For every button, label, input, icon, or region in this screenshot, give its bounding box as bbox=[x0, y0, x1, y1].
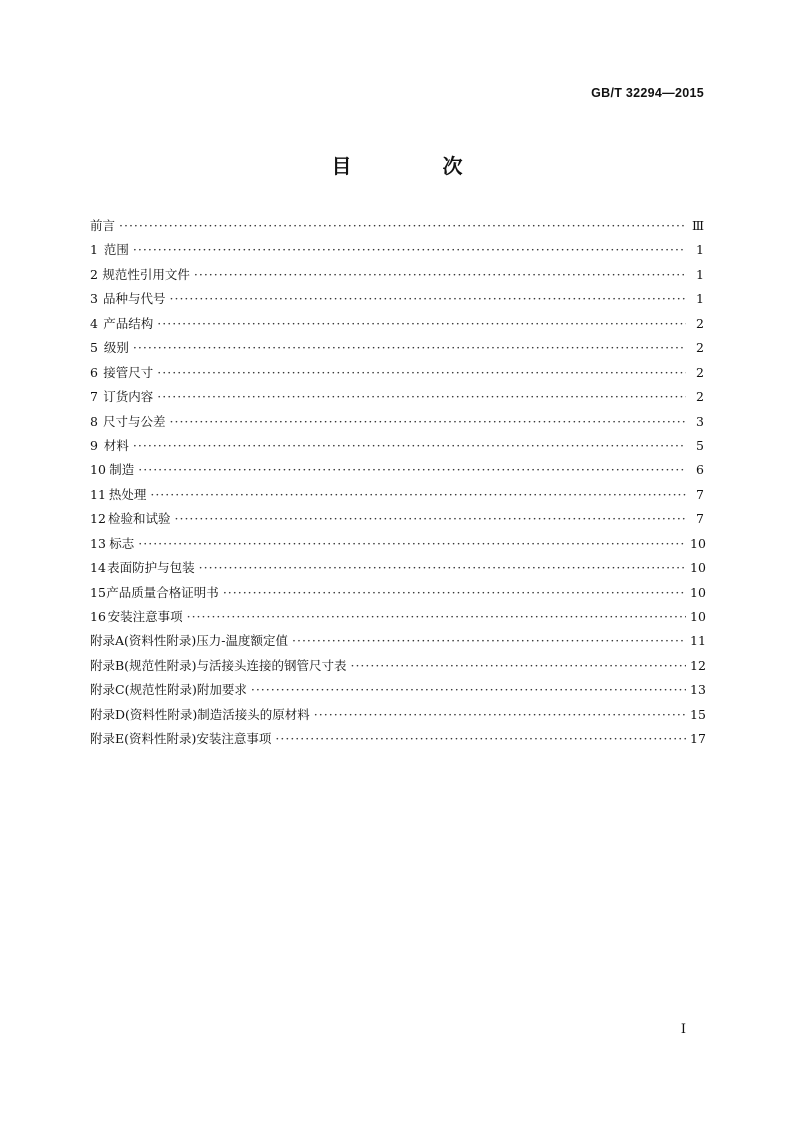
toc-page: 7 bbox=[696, 511, 704, 527]
toc-leader bbox=[187, 609, 686, 624]
toc-row[interactable] bbox=[90, 338, 704, 362]
toc-leader bbox=[175, 511, 686, 526]
toc-leader bbox=[138, 462, 686, 477]
toc-number: 3 bbox=[90, 291, 98, 307]
toc-row[interactable] bbox=[90, 216, 704, 240]
toc-title: 前言 bbox=[90, 218, 116, 233]
toc-row[interactable] bbox=[90, 656, 704, 680]
toc-leader bbox=[350, 658, 686, 673]
toc-title: 安装注意事项 bbox=[107, 609, 183, 624]
toc-page: 15 bbox=[690, 706, 706, 722]
toc-title: 规范性引用文件 bbox=[102, 266, 190, 282]
toc-row[interactable] bbox=[90, 729, 704, 753]
toc-appendix-label: 附录E(资料性附录) bbox=[90, 731, 197, 747]
toc-title: 检验和试验 bbox=[108, 511, 171, 527]
toc-number: 16 bbox=[90, 609, 106, 624]
toc-title: 品种与代号 bbox=[102, 291, 166, 307]
toc-title: 产品质量合格证明书 bbox=[106, 584, 219, 600]
toc-title: 范围 bbox=[103, 242, 129, 258]
toc-row[interactable] bbox=[90, 509, 704, 533]
toc-leader bbox=[150, 487, 686, 502]
toc-row[interactable] bbox=[90, 680, 704, 704]
toc-row[interactable] bbox=[90, 314, 704, 338]
toc-number: 13 bbox=[90, 535, 106, 551]
toc-page: 5 bbox=[696, 437, 704, 453]
toc-page: 10 bbox=[690, 584, 706, 600]
toc-row[interactable] bbox=[90, 631, 704, 655]
toc-leader bbox=[292, 633, 686, 648]
toc-page: 1 bbox=[696, 242, 704, 258]
toc-page: Ⅲ bbox=[691, 218, 704, 233]
toc-row[interactable] bbox=[90, 705, 704, 729]
page-title: 目 次 bbox=[331, 154, 505, 178]
toc-page: 1 bbox=[696, 266, 704, 282]
toc-number: 7 bbox=[90, 389, 98, 405]
toc-leader bbox=[133, 242, 686, 257]
toc-title: 尺寸与公差 bbox=[102, 413, 166, 429]
toc-row[interactable] bbox=[90, 558, 704, 582]
toc-page: 2 bbox=[696, 315, 704, 331]
toc-title: 表面防护与包装 bbox=[107, 560, 195, 576]
toc-number: 9 bbox=[90, 437, 98, 453]
toc-row[interactable] bbox=[90, 534, 704, 558]
toc-number: 14 bbox=[90, 560, 106, 576]
toc-leader bbox=[138, 536, 686, 551]
toc-page: 7 bbox=[696, 486, 704, 502]
toc-number: 10 bbox=[90, 462, 106, 478]
toc-row[interactable] bbox=[90, 485, 704, 509]
toc-title: 级别 bbox=[103, 340, 129, 356]
toc-title: 标志 bbox=[109, 535, 135, 551]
toc-page: 6 bbox=[696, 462, 704, 478]
toc-leader bbox=[157, 316, 686, 331]
toc-title: 压力-温度额定值 bbox=[196, 633, 289, 649]
toc-page: 10 bbox=[690, 609, 706, 624]
toc-row[interactable] bbox=[90, 240, 704, 264]
toc-page: 11 bbox=[690, 633, 706, 649]
toc-appendix-label: 附录D(资料性附录) bbox=[90, 706, 198, 722]
toc-title: 与活接头连接的钢管尺寸表 bbox=[196, 657, 347, 673]
standard-code: GB/T 32294—2015 bbox=[591, 86, 704, 100]
toc-leader bbox=[157, 365, 686, 380]
toc-number: 5 bbox=[90, 340, 98, 356]
toc-leader bbox=[157, 389, 686, 404]
toc-leader bbox=[275, 731, 686, 746]
toc-title: 安装注意事项 bbox=[196, 731, 272, 747]
toc-row[interactable] bbox=[90, 460, 704, 484]
toc-number: 2 bbox=[90, 266, 98, 282]
toc-title: 制造活接头的原材料 bbox=[197, 706, 310, 722]
toc-leader bbox=[251, 682, 686, 697]
toc-title: 材料 bbox=[103, 437, 129, 453]
toc-row[interactable] bbox=[90, 363, 704, 387]
toc-title: 接管尺寸 bbox=[103, 364, 154, 380]
toc-page: 3 bbox=[696, 413, 704, 429]
toc-row[interactable] bbox=[90, 289, 704, 313]
toc-page: 13 bbox=[690, 682, 706, 698]
table-of-contents bbox=[90, 216, 704, 754]
toc-leader bbox=[170, 291, 687, 306]
toc-title: 附加要求 bbox=[196, 682, 247, 698]
toc-leader bbox=[194, 267, 686, 282]
toc-page: 10 bbox=[690, 535, 706, 551]
toc-leader bbox=[119, 218, 686, 233]
toc-page: 2 bbox=[696, 364, 704, 380]
toc-row[interactable] bbox=[90, 607, 704, 631]
toc-page: 12 bbox=[690, 657, 706, 673]
toc-row[interactable] bbox=[90, 265, 704, 289]
toc-page: 17 bbox=[690, 731, 706, 747]
toc-title: 产品结构 bbox=[103, 315, 154, 331]
toc-number: 6 bbox=[90, 364, 98, 380]
toc-number: 12 bbox=[90, 511, 106, 527]
toc-title: 制造 bbox=[109, 462, 135, 478]
toc-number: 1 bbox=[90, 242, 98, 258]
toc-number: 8 bbox=[90, 413, 98, 429]
toc-page: 2 bbox=[696, 340, 704, 356]
toc-appendix-label: 附录A(资料性附录) bbox=[90, 633, 197, 649]
toc-leader bbox=[314, 707, 686, 722]
toc-appendix-label: 附录B(规范性附录) bbox=[90, 657, 197, 673]
toc-leader bbox=[223, 585, 686, 600]
toc-title: 热处理 bbox=[108, 486, 147, 502]
page-number: Ⅰ bbox=[680, 1022, 686, 1037]
toc-title: 订货内容 bbox=[103, 389, 154, 405]
toc-number: 11 bbox=[90, 486, 106, 502]
toc-leader bbox=[133, 340, 686, 355]
toc-page: 10 bbox=[690, 560, 706, 576]
toc-row[interactable] bbox=[90, 387, 704, 411]
toc-number: 15 bbox=[90, 584, 106, 600]
toc-leader bbox=[199, 560, 686, 575]
toc-row[interactable] bbox=[90, 436, 704, 460]
toc-leader bbox=[133, 438, 686, 453]
toc-leader bbox=[170, 414, 687, 429]
toc-row[interactable] bbox=[90, 583, 704, 607]
toc-page: 2 bbox=[696, 389, 704, 405]
toc-page: 1 bbox=[696, 291, 704, 307]
toc-appendix-label: 附录C(规范性附录) bbox=[90, 682, 197, 698]
toc-row[interactable] bbox=[90, 412, 704, 436]
toc-number: 4 bbox=[90, 315, 98, 331]
